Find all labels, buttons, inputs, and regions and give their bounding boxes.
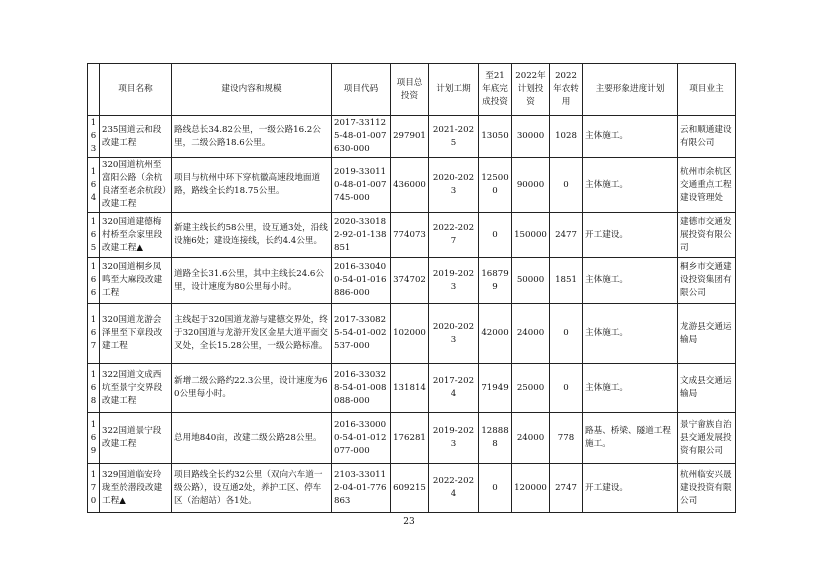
table-cell: 桐乡市交通建设投资集团有限公司: [678, 258, 736, 304]
column-header: 项目代码: [332, 64, 391, 116]
table-cell: 235国道云和段改建工程: [100, 116, 172, 158]
table-row: [88, 213, 736, 258]
table-cell: 0: [550, 364, 583, 413]
table-cell: 0: [550, 158, 583, 213]
table-cell: 166: [88, 258, 100, 304]
table-cell: 路基、桥梁、隧道工程施工。: [583, 413, 678, 464]
table-row: [88, 364, 736, 413]
table-cell: 0: [550, 304, 583, 364]
table-row: [88, 464, 736, 513]
table-cell: 2016-330400-54-01-016886-000: [332, 258, 391, 304]
table-cell: 杭州临安兴晟建设投资有限公司: [678, 464, 736, 513]
table-cell: 项目与杭州中环下穿杭徽高速段地面道路，路线全长约18.75公里。: [172, 158, 332, 213]
table-cell: 50000: [512, 258, 550, 304]
table-cell: 2022-2027: [429, 213, 479, 258]
table-cell: 0: [479, 464, 512, 513]
table-cell: 778: [550, 413, 583, 464]
table-row: [88, 258, 736, 304]
table-cell: 1851: [550, 258, 583, 304]
table-cell: 320国道建德梅村桥至佘家里段改建工程▲: [100, 213, 172, 258]
table-cell: 131814: [391, 364, 429, 413]
table-cell: 170: [88, 464, 100, 513]
table-row: [88, 158, 736, 213]
table-cell: 2020-330182-92-01-138851: [332, 213, 391, 258]
page-number: 23: [403, 517, 415, 527]
table-cell: 路线总长34.82公里，一级公路16.2公里，二级公路18.6公里。: [172, 116, 332, 158]
table-cell: 2747: [550, 464, 583, 513]
table-cell: 道路全长31.6公里，其中主线长24.6公里，设计速度为80公里每小时。: [172, 258, 332, 304]
table-cell: 2017-331125-48-01-007630-000: [332, 116, 391, 158]
table-cell: 320国道桐乡凤鸣至大麻段改建工程: [100, 258, 172, 304]
table-cell: 102000: [391, 304, 429, 364]
table-cell: 71949: [479, 364, 512, 413]
table-cell: 建德市交通发展投资有限公司: [678, 213, 736, 258]
table-cell: 329国道临安玲珑至於潜段改建工程▲: [100, 464, 172, 513]
table-row: [88, 413, 736, 464]
column-header: 2022年计划投资: [512, 64, 550, 116]
table-cell: 主体施工。: [583, 304, 678, 364]
table-cell: 24000: [512, 304, 550, 364]
table-cell: 2103-330112-04-01-776863: [332, 464, 391, 513]
table-cell: 774073: [391, 213, 429, 258]
column-header: 计划工期: [429, 64, 479, 116]
header-row: [88, 64, 736, 116]
table-cell: 2021-2025: [429, 116, 479, 158]
table-cell: 总用地840亩，改建二级公路28公里。: [172, 413, 332, 464]
table-cell: 150000: [512, 213, 550, 258]
table-cell: 景宁畲族自治县交通发展投资有限公司: [678, 413, 736, 464]
table-cell: 2477: [550, 213, 583, 258]
table-cell: 2019-2023: [429, 413, 479, 464]
table-cell: 25000: [512, 364, 550, 413]
table-cell: 164: [88, 158, 100, 213]
table-cell: 322国道景宁段改建工程: [100, 413, 172, 464]
table-cell: 320国道龙游会泽里至下章段改建工程: [100, 304, 172, 364]
table-cell: 125000: [479, 158, 512, 213]
table-cell: 128888: [479, 413, 512, 464]
column-header: 项目业主: [678, 64, 736, 116]
column-header: 主要形象进度计划: [583, 64, 678, 116]
table-cell: 436000: [391, 158, 429, 213]
table-cell: 项目路线全长约32公里（双向六车道一级公路），设互通2处，养护工区、停车区（治超站）各1处。: [172, 464, 332, 513]
table-cell: 主线起于320国道龙游与建德交界处，终于320国道与龙游开发区金星大道平面交叉处，全长15.28公里，一级公路标准。: [172, 304, 332, 364]
column-header: 2022年农转用: [550, 64, 583, 116]
table-cell: 13050: [479, 116, 512, 158]
column-header: 项目总投资: [391, 64, 429, 116]
table-cell: 176281: [391, 413, 429, 464]
table-cell: 新增二级公路约22.3公里，设计速度为60公里每小时。: [172, 364, 332, 413]
table-cell: 主体施工。: [583, 258, 678, 304]
table-cell: 24000: [512, 413, 550, 464]
table-cell: 30000: [512, 116, 550, 158]
table-cell: 1028: [550, 116, 583, 158]
table-cell: 新建主线长约58公里，设互通3处，沿线设施6处；建设连接线，长约4.4公里。: [172, 213, 332, 258]
table-cell: 开工建设。: [583, 464, 678, 513]
table-cell: 0: [479, 213, 512, 258]
table-cell: 2017-2024: [429, 364, 479, 413]
table-cell: 90000: [512, 158, 550, 213]
column-header: 建设内容和规模: [172, 64, 332, 116]
table-cell: 322国道文成西坑至景宁交界段改建工程: [100, 364, 172, 413]
table-cell: 120000: [512, 464, 550, 513]
table-cell: 2020-2023: [429, 304, 479, 364]
table-cell: 167: [88, 304, 100, 364]
column-header: 项目名称: [100, 64, 172, 116]
table-cell: 609215: [391, 464, 429, 513]
table-cell: 297901: [391, 116, 429, 158]
table-cell: 163: [88, 116, 100, 158]
table-cell: 2016-330328-54-01-008088-000: [332, 364, 391, 413]
project-table: [87, 63, 736, 513]
table-cell: 168: [88, 364, 100, 413]
column-header: 至21年底完成投资: [479, 64, 512, 116]
table-row: [88, 116, 736, 158]
table-cell: 主体施工。: [583, 158, 678, 213]
table-cell: 374702: [391, 258, 429, 304]
table-cell: 2016-330000-54-01-012077-000: [332, 413, 391, 464]
table-cell: 2020-2023: [429, 158, 479, 213]
table-cell: 165: [88, 213, 100, 258]
table-cell: 168799: [479, 258, 512, 304]
table-cell: 主体施工。: [583, 364, 678, 413]
table-cell: 169: [88, 413, 100, 464]
table-cell: 2019-2023: [429, 258, 479, 304]
table-cell: 主体施工。: [583, 116, 678, 158]
table-cell: 杭州市余杭区交通重点工程建设管理处: [678, 158, 736, 213]
table-cell: 2017-330825-54-01-002537-000: [332, 304, 391, 364]
table-cell: 文成县交通运输局: [678, 364, 736, 413]
column-header: [88, 64, 100, 116]
table-row: [88, 304, 736, 364]
table-cell: 42000: [479, 304, 512, 364]
table-cell: 开工建设。: [583, 213, 678, 258]
table-cell: 2019-330110-48-01-007745-000: [332, 158, 391, 213]
table-cell: 云和顺通建设有限公司: [678, 116, 736, 158]
table-cell: 320国道杭州至富阳公路（余杭良渚至老余杭段）改建工程: [100, 158, 172, 213]
table-cell: 龙游县交通运输局: [678, 304, 736, 364]
table-cell: 2022-2024: [429, 464, 479, 513]
